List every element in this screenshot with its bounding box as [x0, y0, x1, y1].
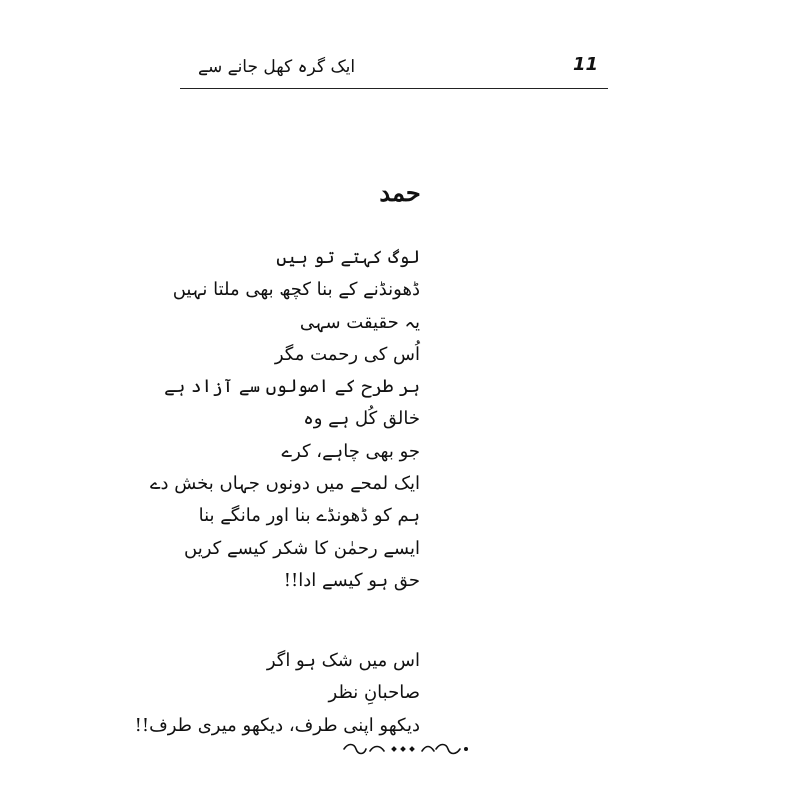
poem-line: ایک لمحے میں دونوں جہاں بخش دے	[149, 473, 420, 495]
poem-line: حق ہو کیسے ادا!!	[283, 569, 420, 591]
poem-line: دیکھو اپنی طرف، دیکھو میری طرف!!	[134, 714, 420, 736]
page-number: 11	[572, 54, 598, 75]
poem-line: خالق کُل ہے وہ	[303, 408, 420, 430]
end-ornament	[340, 740, 470, 758]
running-header	[180, 48, 608, 84]
poem-line: ایسے رحمٰن کا شکر کیسے کریں	[184, 537, 420, 559]
poem-line: ڈھونڈنے کے بنا کچھ بھی ملتا نہیں	[172, 279, 420, 301]
poem-line: صاحبانِ نظر	[328, 682, 420, 704]
poem-line: اس میں شک ہو اگر	[266, 650, 420, 671]
poem-line: ہم کو ڈھونڈے بنا اور مانگے بنا	[198, 505, 420, 527]
header-rule	[180, 88, 608, 89]
stanza-1	[150, 242, 420, 597]
poem-line: اُس کی رحمت مگر	[274, 343, 420, 365]
book-title: ایک گرہ کھل جانے سے	[198, 57, 356, 77]
poem-line: ہر طرح کے اصولوں سے آزاد ہے	[164, 376, 420, 398]
poem-line: لوگ کہتے تو ہیں	[276, 247, 420, 268]
poem-line: یہ حقیقت سہی	[299, 311, 420, 333]
stanza-2	[135, 645, 420, 742]
poem-title: حمد	[379, 178, 421, 207]
poem-line: جو بھی چاہے، کرے	[281, 440, 420, 462]
